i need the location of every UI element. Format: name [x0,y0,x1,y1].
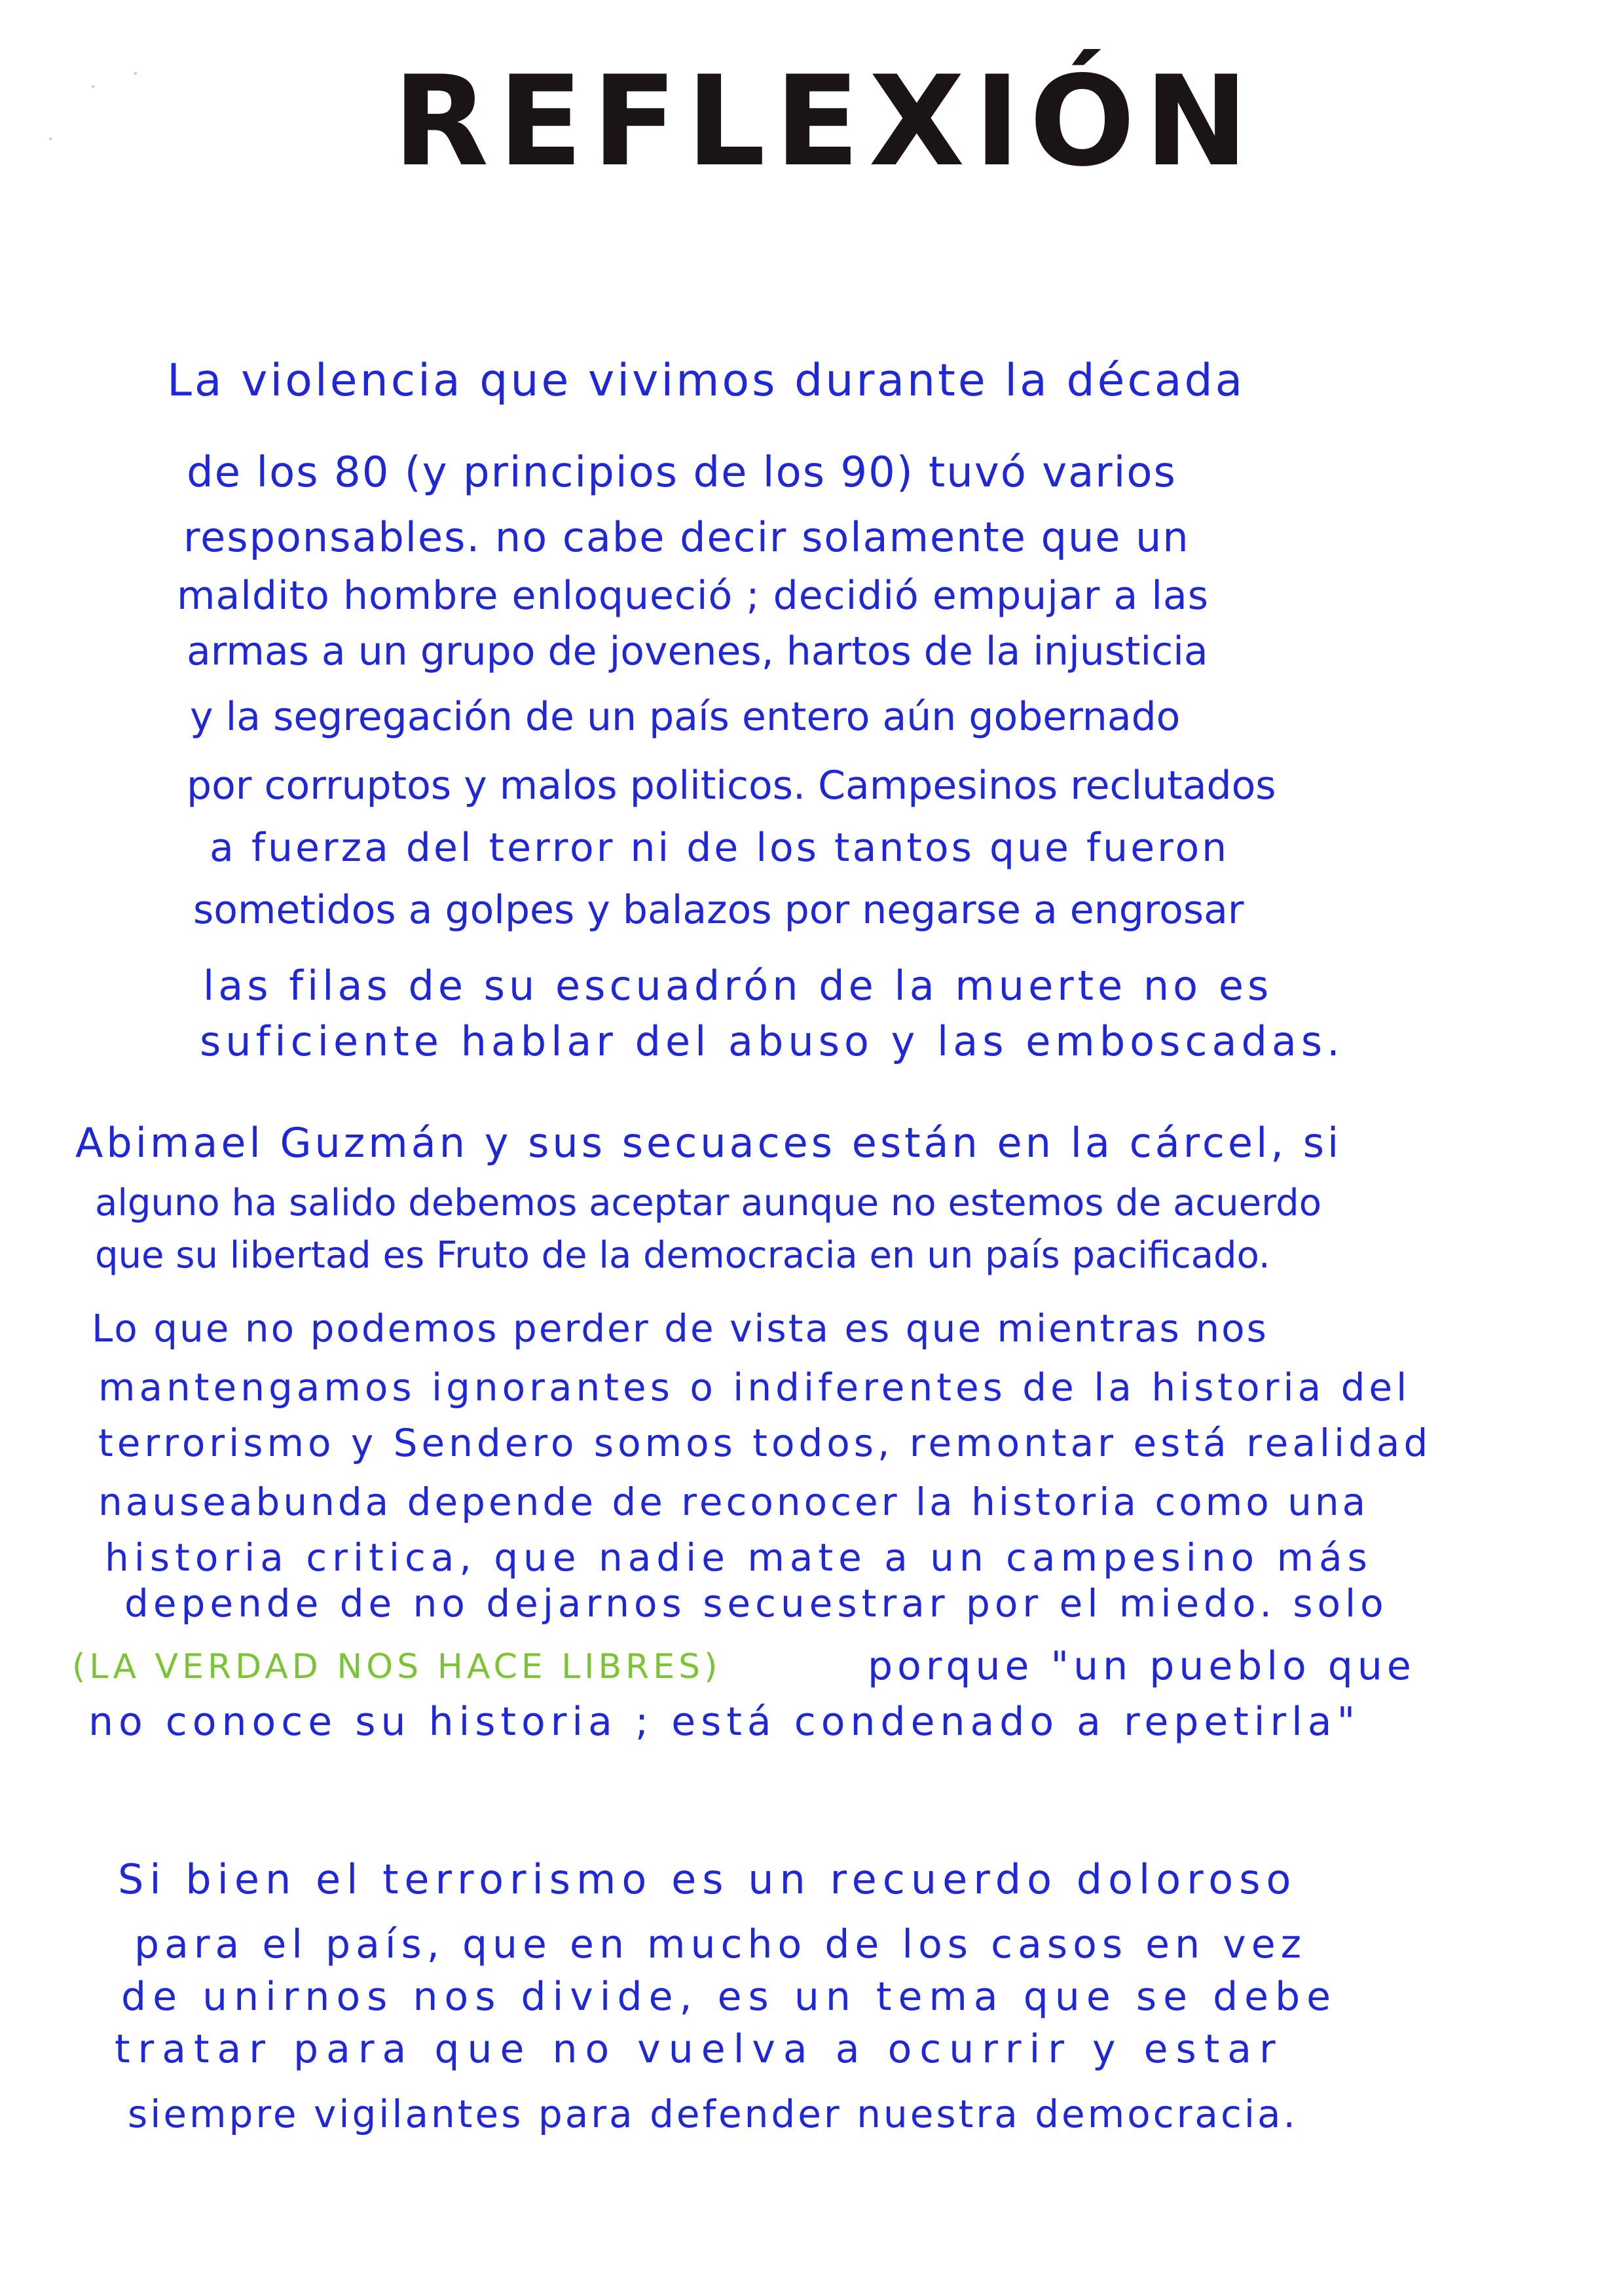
text-line: terrorismo y Sendero somos todos, remontar está realidad [98,1421,1432,1465]
paper-speck [49,137,52,140]
text-line: porque "un pueblo que [868,1643,1416,1689]
text-line: de unirnos nos divide, es un tema que se debe [121,1974,1338,2020]
text-line: las filas de su escuadrón de la muerte no es [203,962,1273,1010]
text-line: suficiente hablar del abuso y las emboscadas. [200,1017,1344,1065]
text-line: depende de no dejarnos secuestrar por el miedo. solo [124,1581,1388,1626]
highlighted-phrase: (LA VERDAD NOS HACE LIBRES) [72,1647,722,1686]
text-line: Si bien el terrorismo es un recuerdo doloroso [118,1855,1297,1903]
text-line: y la segregación de un país entero aún gobernado [190,694,1181,740]
text-line: que su libertad es Fruto de la democracia en un país pacificado. [95,1234,1270,1277]
text-line: La violencia que vivimos durante la década [167,355,1246,407]
text-line: Lo que no podemos perder de vista es que mientras nos [92,1306,1268,1351]
text-line: siempre vigilantes para defender nuestra democracia. [128,2092,1298,2136]
text-line: por corruptos y malos politicos. Campesinos reclutados [187,763,1276,809]
text-line: armas a un grupo de jovenes, hartos de la injusticia [187,629,1208,674]
text-line: historia critica, que nadie mate a un campesino más [105,1535,1373,1580]
text-line: mantengamos ignorantes o indiferentes de la historia del [98,1365,1411,1410]
text-line: de los 80 (y principios de los 90) tuvó varios [187,448,1177,497]
page-title: REFLEXIÓN [393,49,1258,194]
text-line: Abimael Guzmán y sus secuaces están en la cárcel, si [75,1119,1342,1167]
text-line: maldito hombre enloqueció ; decidió empujar a las [177,573,1209,619]
paper-speck [92,85,94,88]
text-line: a fuerza del terror ni de los tantos que fueron [210,825,1230,871]
text-line: sometidos a golpes y balazos por negarse a engrosar [193,887,1244,933]
text-line: alguno ha salido debemos aceptar aunque no estemos de acuerdo [95,1182,1321,1224]
paper-speck [134,72,137,75]
text-line: responsables. no cabe decir solamente que un [183,513,1190,561]
text-line: nauseabunda depende de reconocer la historia como una [98,1480,1369,1524]
text-line: para el país, que en mucho de los casos en vez [134,1922,1307,1967]
text-line: tratar para que no vuelva a ocurrir y estar [115,2026,1283,2072]
text-line: no conoce su historia ; está condenado a repetirla" [88,1699,1361,1745]
